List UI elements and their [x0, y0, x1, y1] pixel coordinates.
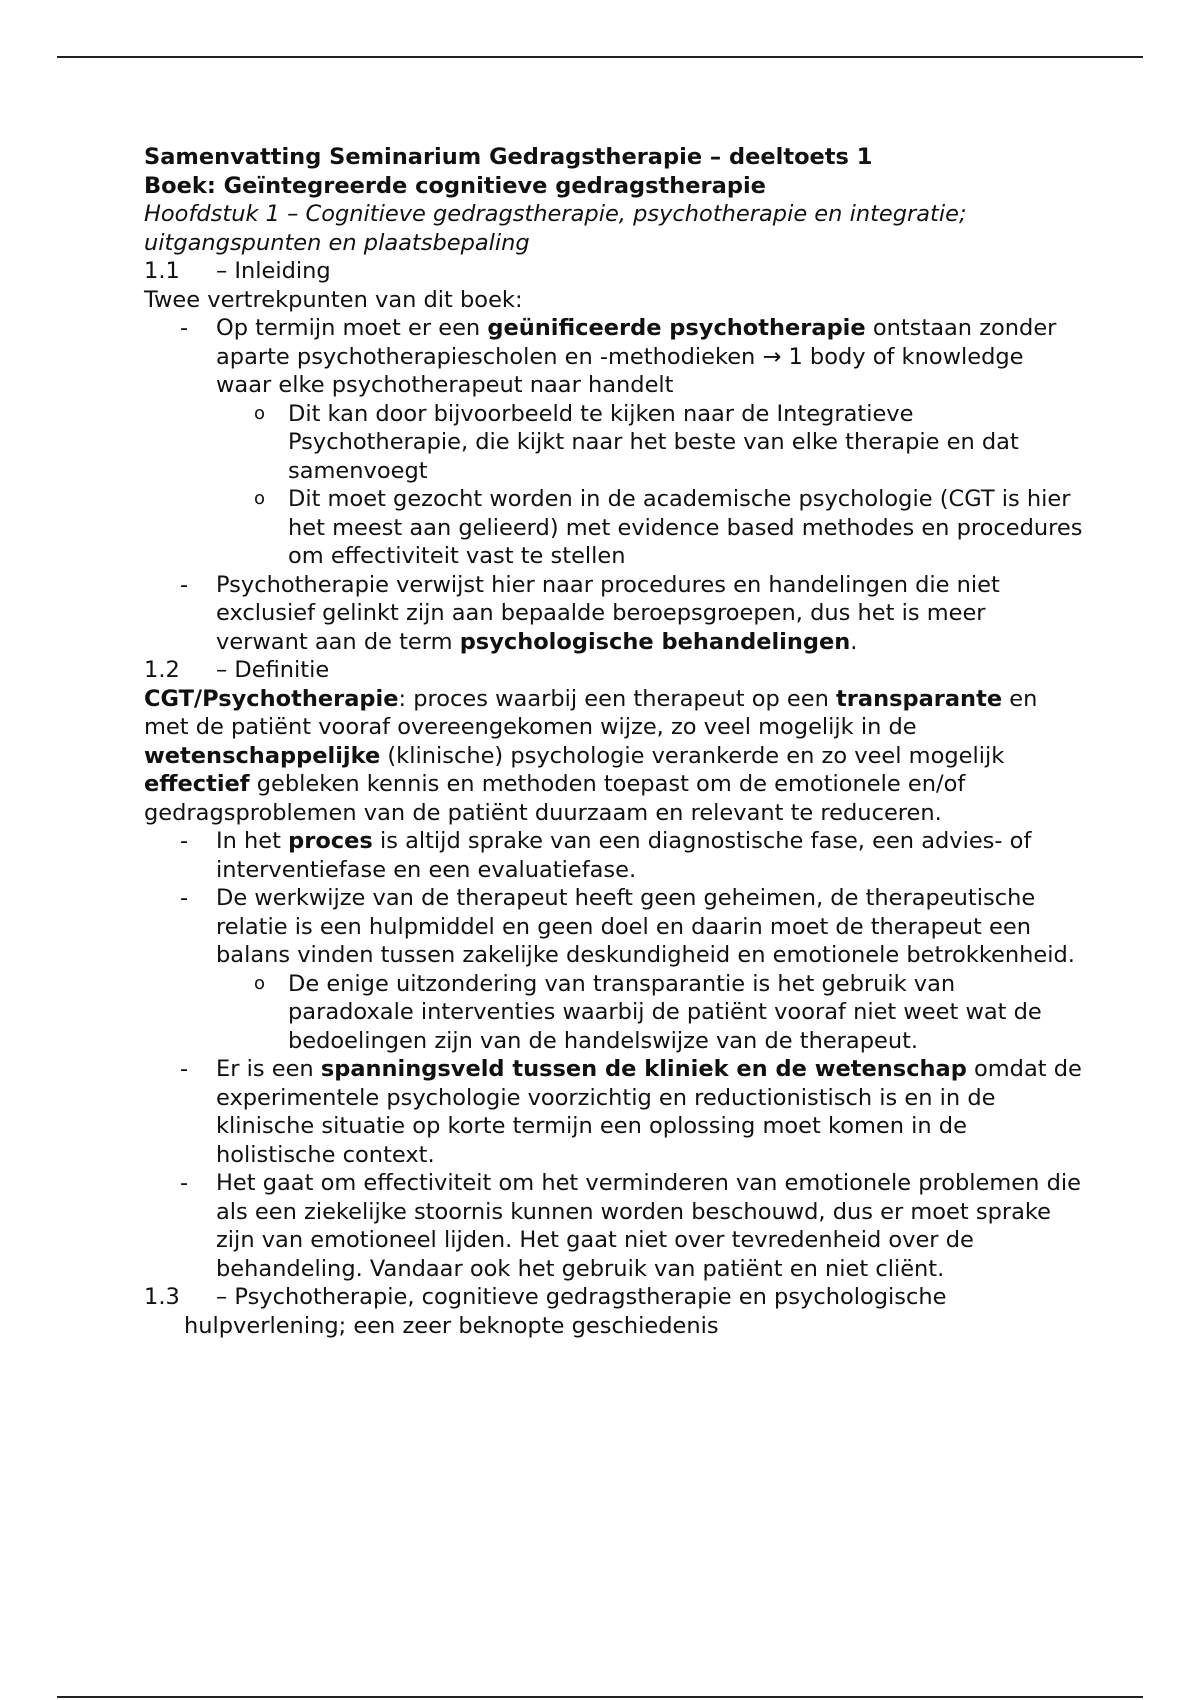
- section-title: – Inleiding: [216, 258, 331, 284]
- sub-list-item: o De enige uitzondering van transparantie is het gebruik van paradoxale interventies waarbij de patiënt vooraf niet weet wat de bedoelingen zijn van de handelswijze van de therapeut.: [254, 970, 1042, 1054]
- list-item: - De werkwijze van de therapeut heeft geen geheimen, de therapeutische relatie is een hulpmiddel en geen doel en daarin moet de therapeut een balans vinden tussen zakelijke deskundigheid en emotionele betrokkenheid. o De enige uitzondering van transparantie is het gebruik van paradoxale interventies waarbij de patiënt vooraf niet weet wat de bedoelingen zijn van de handelswijze van de therapeut.: [144, 884, 1084, 1055]
- dash-marker: -: [180, 571, 189, 598]
- bullet-list: [144, 827, 1084, 1283]
- section-number: 1.1: [144, 258, 180, 284]
- document-title: Samenvatting Seminarium Gedragstherapie – deeltoets 1: [144, 144, 873, 170]
- section-title: – Psychotherapie, cognitieve gedragstherapie en psychologische hulpverlening; een zeer beknopte geschiedenis: [184, 1284, 947, 1339]
- section-title: – Definitie: [216, 657, 330, 683]
- sub-bullet-list: [216, 400, 1084, 571]
- document-subtitle: Boek: Geïntegreerde cognitieve gedragstherapie: [144, 172, 766, 199]
- emphasis: wetenschappelijke: [144, 742, 381, 769]
- list-item: - Psychotherapie verwijst hier naar procedures en handelingen die niet exclusief gelinkt zijn aan bepaalde beroepsgroepen, dus het is meer verwant aan de term psychologische behandelingen.: [180, 571, 1000, 655]
- circle-marker: o: [254, 488, 266, 509]
- list-item: - In het proces is altijd sprake van een diagnostische fase, een advies- of interventiefase en een evaluatiefase.: [180, 828, 1032, 883]
- list-item: - Er is een spanningsveld tussen de kliniek en de wetenschap omdat de experimentele psychologie voorzichtig en reductionistisch is en in de klinische situatie op korte termijn een oplossing moet komen in de holistische context.: [180, 1056, 1082, 1168]
- section-heading-1-2: [144, 656, 1084, 685]
- document-body: [144, 143, 1084, 1340]
- chapter-heading: Hoofdstuk 1 – Cognitieve gedragstherapie, psychotherapie en integratie; uitgangspunten en plaatsbepaling: [144, 201, 967, 256]
- top-rule: [57, 56, 1143, 58]
- section-number: 1.3: [144, 1284, 180, 1310]
- section-number: 1.2: [144, 657, 180, 683]
- definition-term: CGT/Psychotherapie: [144, 685, 399, 712]
- emphasis: psychologische behandelingen: [459, 628, 851, 655]
- circle-marker: o: [254, 402, 266, 424]
- definition-paragraph: CGT/Psychotherapie: proces waarbij een therapeut op een transparante en met de patiënt vooraf overeengekomen wijze, zo veel mogelijk in de wetenschappelijke (klinische) psychologie verankerde en zo veel mogelijk effectief gebleken kennis en methoden toepast om de emotionele en/of gedragsproblemen van de patiënt duurzaam en relevant te reduceren.: [144, 685, 1038, 826]
- sub-list-item: o Dit moet gezocht worden in de academische psychologie (CGT is hier het meest aan gelieerd) met evidence based methodes en procedures om effectiviteit vast te stellen: [254, 486, 1083, 569]
- list-item: - Op termijn moet er een geünificeerde psychotherapie ontstaan zonder aparte psychotherapiescholen en -methodieken → 1 body of knowledge waar elke psychotherapeut naar handelt o Dit kan door bijvoorbeeld te kijken naar de Integratieve Psychotherapie, die kijkt naar het beste van elke therapie en dat samenvoegt o Dit moet gezocht worden in de academische psychologie (CGT is hier het meest aan gelieerd) met evidence based methodes en procedures om effectiviteit vast te stellen: [180, 315, 1083, 569]
- list-item: - Het gaat om effectiviteit om het verminderen van emotionele problemen die als een ziekelijke stoornis kunnen worden beschouwd, dus er moet sprake zijn van emotioneel lijden. Het gaat niet over tevredenheid over de behandeling. Vandaar ook het gebruik van patiënt en niet cliënt.: [180, 1170, 1081, 1282]
- dash-marker: -: [180, 828, 189, 854]
- dash-marker: -: [180, 1056, 189, 1082]
- emphasis: spanningsveld tussen de kliniek en de wetenschap: [320, 1056, 967, 1082]
- sub-list-item: o Dit kan door bijvoorbeeld te kijken naar de Integratieve Psychotherapie, die kijkt naar het beste van elke therapie en dat samenvoegt: [254, 400, 1019, 484]
- emphasis: proces: [288, 828, 373, 854]
- section-heading-1-1: [144, 257, 1084, 286]
- bottom-rule: [57, 1696, 1143, 1698]
- dash-marker: -: [180, 885, 189, 911]
- sub-bullet-list: [216, 970, 1084, 1056]
- circle-marker: o: [254, 972, 266, 994]
- section-intro: Twee vertrekpunten van dit boek:: [144, 286, 523, 313]
- emphasis: transparante: [836, 685, 1003, 712]
- dash-marker: -: [180, 315, 189, 341]
- bullet-list: [144, 314, 1084, 656]
- emphasis: geünificeerde psychotherapie: [487, 315, 866, 341]
- dash-marker: -: [180, 1170, 189, 1196]
- emphasis: effectief: [144, 771, 250, 797]
- section-heading-1-3: [144, 1283, 1084, 1340]
